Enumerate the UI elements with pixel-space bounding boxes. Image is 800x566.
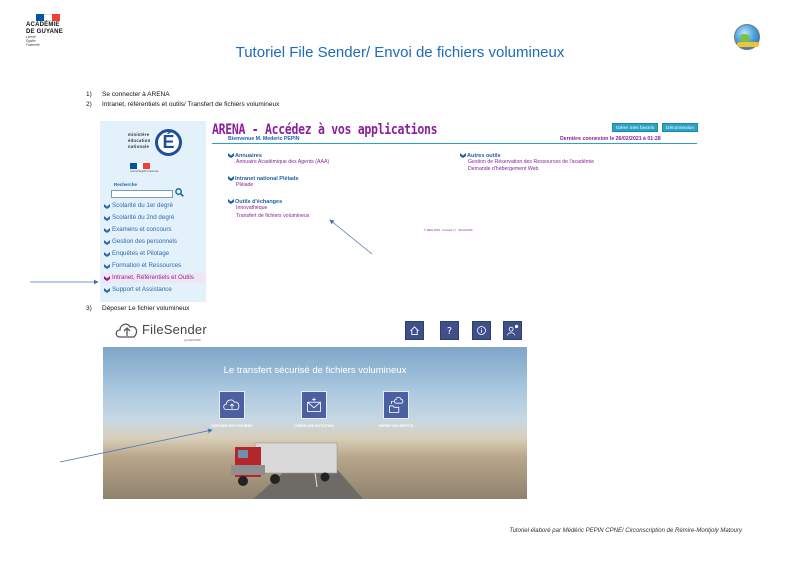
sidebar-item-gestion-personnels[interactable]: Gestion des personnels	[102, 237, 206, 247]
education-logo-icon: É	[155, 129, 182, 156]
svg-text:?: ?	[446, 326, 453, 338]
upload-files-label[interactable]: DÉPOSER DES FICHIERS	[211, 424, 253, 428]
sidebar-item-scolarite-2nd[interactable]: Scolarité du 2nd degré	[102, 213, 206, 223]
search-label: Recherche	[114, 182, 138, 187]
credit-line: Tutoriel élaboré par Médéric PEPIN CPNE/ Circonscription de Rémire-Montjoly Matoury	[509, 528, 742, 534]
last-login-text: Dernière connexion le 26/02/2021 à 01:28	[560, 136, 661, 142]
section-autres-outils: Autres outils	[460, 152, 501, 159]
filesender-logo-sub: par RENATER	[184, 339, 201, 342]
mini-motto: Liberté Égalité Fraternité	[130, 170, 159, 173]
academie-logo-text: ACADÉMIE DE GUYANE	[26, 22, 63, 35]
link-annuaire-aaa[interactable]: Annuaire Académique des Agents (AAA)	[236, 159, 330, 165]
create-invitation-label[interactable]: CRÉER UNE INVITATION	[294, 424, 334, 428]
sidebar-item-intranet-referentiels[interactable]: Intranet, Référentiels et Outils	[102, 273, 206, 283]
link-transfert-fichiers[interactable]: Transfert de fichiers volumineux	[236, 213, 310, 219]
republique-motto: Liberté Égalité Fraternité	[26, 35, 40, 47]
filesender-logo: FileSender	[142, 322, 207, 337]
sidebar-item-formation[interactable]: Formation et Ressources	[102, 261, 206, 271]
step-3: 3) Déposer Le fichier volumineux	[86, 305, 190, 312]
section-intranet-pleiade: Intranet national Pléiade	[228, 175, 299, 182]
link-pleiade[interactable]: Pléiade	[236, 182, 254, 188]
sidebar-item-support[interactable]: Support et Assistance	[102, 285, 206, 295]
banner-title: Le transfert sécurisé de fichiers volumineux	[223, 365, 407, 376]
logout-button[interactable]: Déconnexion	[662, 123, 698, 132]
arrow-to-deposer	[60, 430, 212, 462]
arrow-to-transfert	[330, 220, 372, 254]
sidebar-item-examens[interactable]: Examens et concours	[102, 225, 206, 235]
manage-favorites-button[interactable]: Gérer mes favoris	[612, 123, 658, 132]
welcome-text: Bienvenue M. Mederic PEPIN	[228, 136, 300, 142]
sidebar-item-enquetes[interactable]: Enquêtes et Pilotage	[102, 249, 206, 259]
arena-title: ARENA - Accédez à vos applications	[212, 120, 438, 138]
step-1: 1) Se connecter à ARENA	[86, 91, 170, 98]
link-hebergement-web[interactable]: Demande d'hébergement Web	[468, 166, 539, 172]
section-annuaires: Annuaires	[228, 152, 262, 159]
manage-transfers-label[interactable]: GÉRER VOS DÉPÔTS	[378, 424, 414, 428]
sidebar-item-scolarite-1er[interactable]: Scolarité du 1er degré	[102, 201, 206, 211]
link-reservation-ressources[interactable]: Gestion de Réservation des Ressources de l'académie	[468, 159, 595, 165]
arena-footer: © MEN 2015 - Contact | \/ - 06/12/2016	[424, 228, 473, 232]
link-innovatheque[interactable]: Innovathèque	[236, 205, 268, 211]
step-2: 2) Intranet, référentiels et outils/ Transfert de fichiers volumineux	[86, 101, 280, 108]
ministere-logo-text: ministère éducation nationale	[128, 132, 151, 149]
section-outils-echanges: Outils d'échanges	[228, 198, 282, 205]
document-title: Tutoriel File Sender/ Envoi de fichiers volumineux	[235, 44, 565, 61]
